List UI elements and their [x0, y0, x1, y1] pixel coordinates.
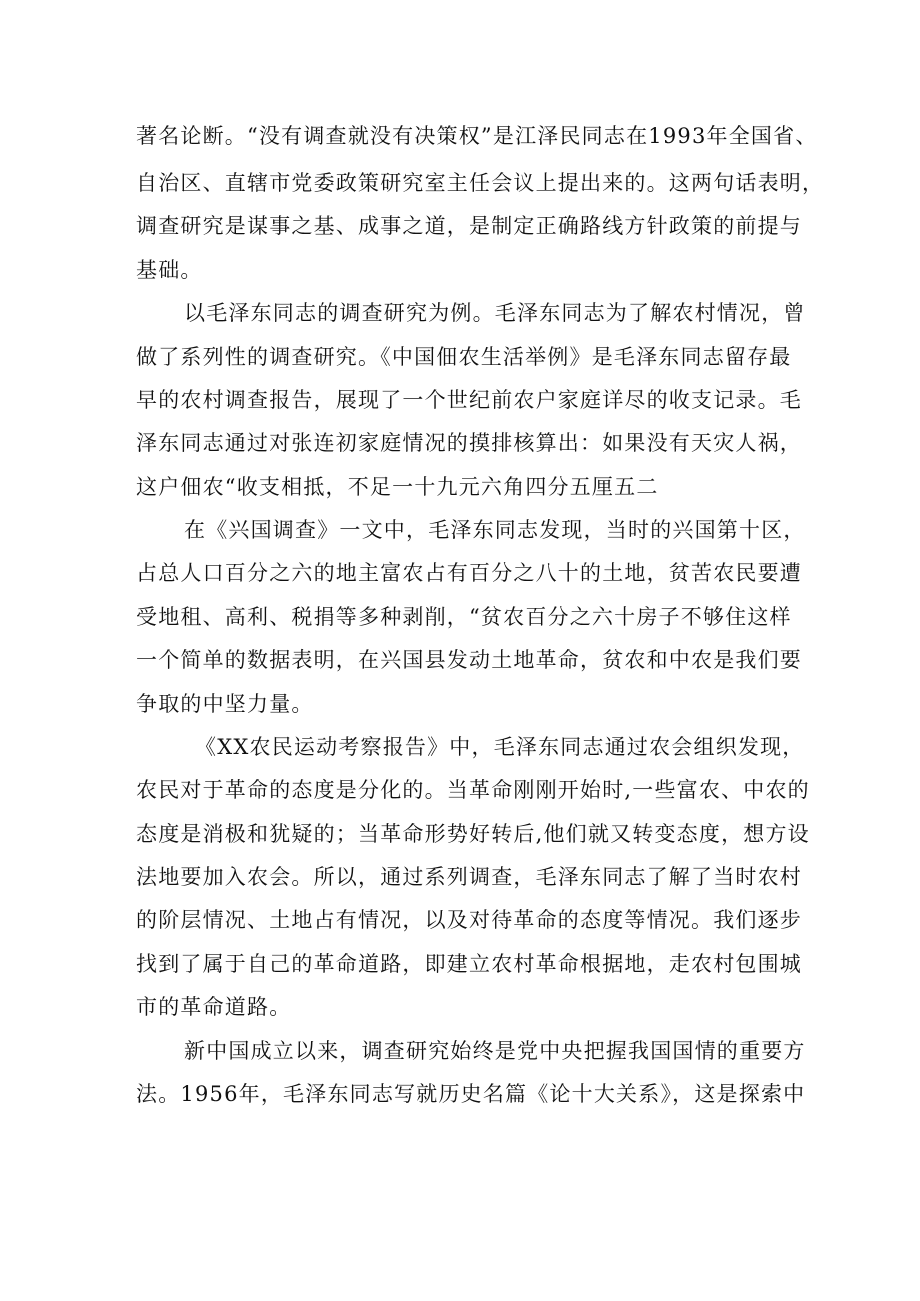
text-line: 法地要加入农会。所以，通过系列调查，毛泽东同志了解了当时农村	[136, 865, 802, 889]
text-line: 这户佃农“收支相抵，不足一十九元六角四分五厘五二	[136, 475, 659, 499]
text-line: 的阶层情况、土地占有情况，以及对待革命的态度等情况。我们逐步	[136, 908, 802, 932]
text-line: 一个简单的数据表明，在兴国县发动土地革命，贫农和中农是我们要	[136, 648, 802, 672]
text-line: 受地租、高利、税捐等多种剥削，“贫农百分之六十房子不够住这样	[136, 605, 792, 629]
text-line: 市的革命道路。	[136, 995, 292, 1019]
text-line: 泽东同志通过对张连初家庭情况的摸排核算出：如果没有天灾人祸，	[136, 431, 802, 455]
text-line: 调查研究是谋事之基、成事之道，是制定正确路线方针政策的前提与	[136, 214, 802, 238]
text-line: 在《兴国调查》一文中，毛泽东同志发现，当时的兴国第十区，	[184, 518, 806, 542]
text-line: 早的农村调查报告，展现了一个世纪前农户家庭详尽的收支记录。毛	[136, 388, 802, 412]
text-line: 《XX农民运动考察报告》中，毛泽东同志通过农会组织发现，	[195, 735, 805, 759]
text-line: 自治区、直辖市党委政策研究室主任会议上提出来的。这两句话表明，	[136, 171, 825, 195]
text-line: 争取的中坚力量。	[136, 692, 314, 716]
text-line: 新中国成立以来，调查研究始终是党中央把握我国国情的重要方	[184, 1039, 806, 1063]
text-line: 基础。	[136, 258, 203, 282]
text-line: 农民对于革命的态度是分化的。当革命刚刚开始时,一些富农、中农的	[136, 778, 810, 802]
text-line: 以毛泽东同志的调查研究为例。毛泽东同志为了解农村情况，曾	[184, 301, 806, 325]
text-line: 法。1956年，毛泽东同志写就历史名篇《论十大关系》，这是探索中	[136, 1082, 806, 1106]
text-line: 找到了属于自己的革命道路，即建立农村革命根据地，走农村包围城	[136, 952, 802, 976]
text-line: 占总人口百分之六的地主富农占有百分之八十的土地，贫苦农民要遭	[136, 561, 802, 585]
text-line: 著名论断。“没有调查就没有决策权”是江泽民同志在1993年全国省、	[136, 124, 818, 148]
text-line: 做了系列性的调查研究。《中国佃农生活举例》是毛泽东同志留存最	[136, 345, 792, 369]
text-line: 态度是消极和犹疑的；当革命形势好转后,他们就又转变态度，想方设	[136, 822, 810, 846]
